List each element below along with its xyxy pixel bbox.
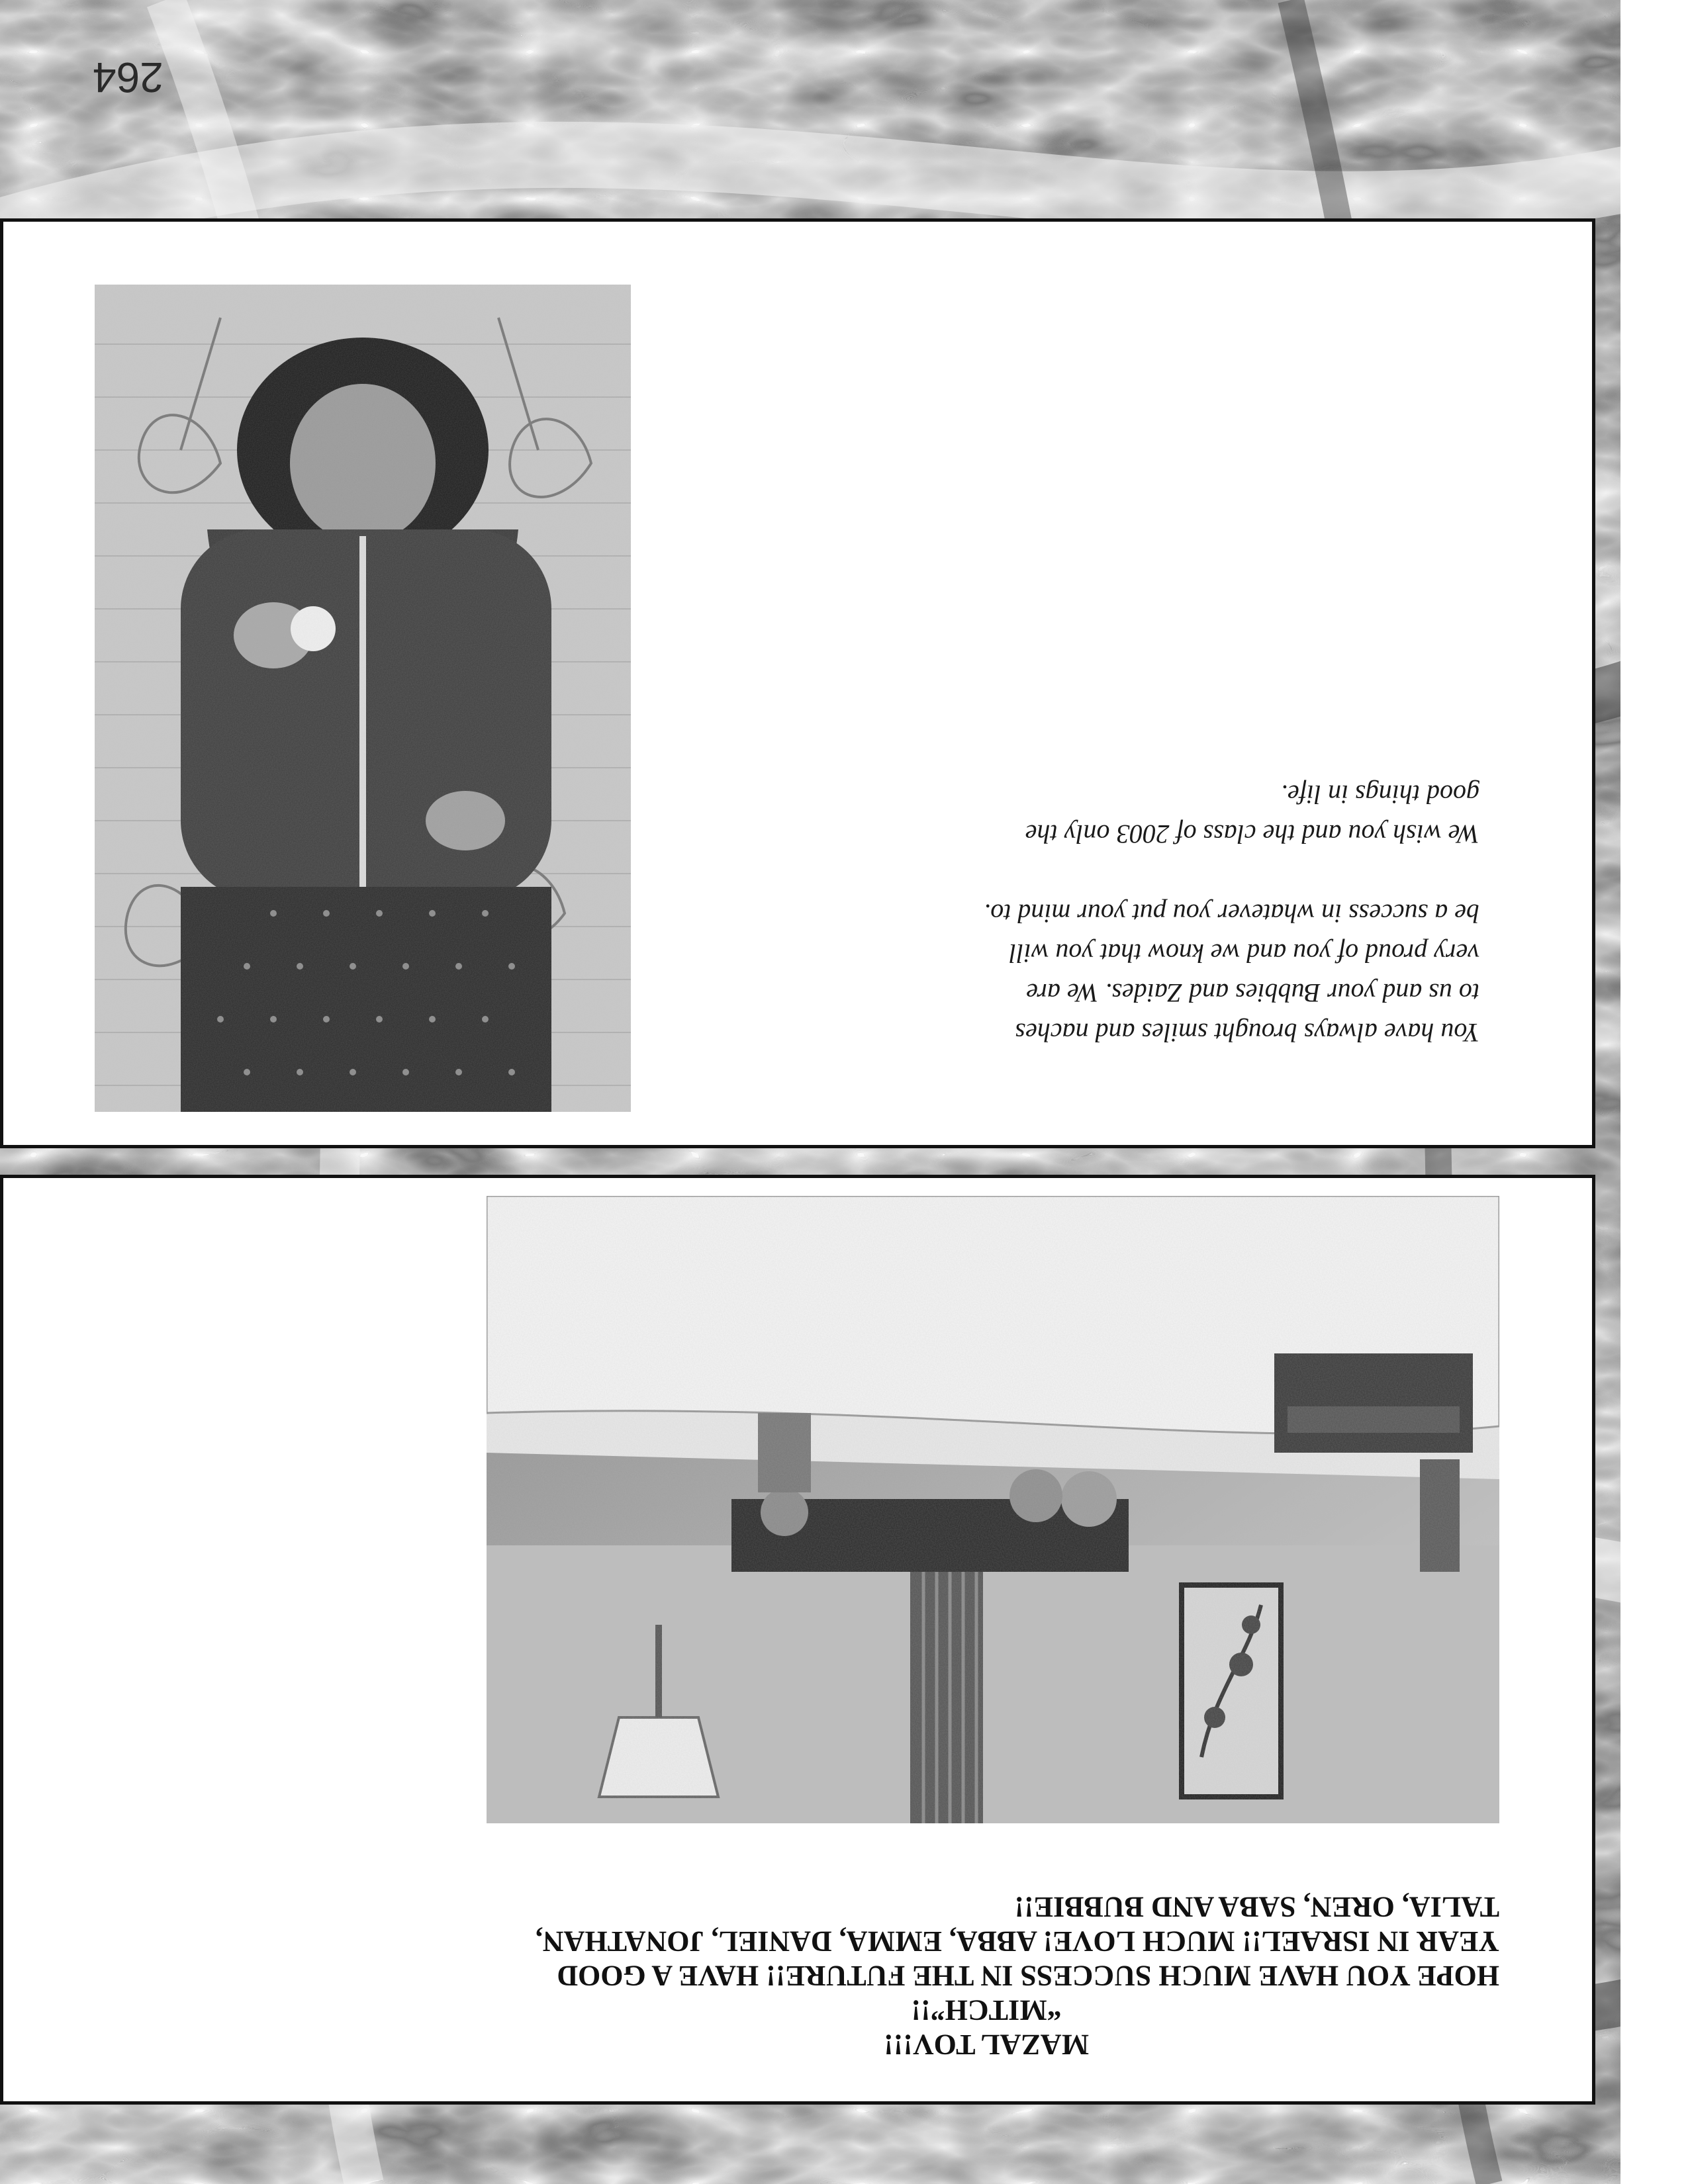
amy-photo-image (95, 285, 631, 1112)
amy-wish-line: good things in life. (1281, 780, 1479, 809)
amy-message-line: to us and your Bubbies and Zaides. We are (1026, 978, 1479, 1008)
amy-message-line: You have always brought smiles and naches (1015, 1018, 1479, 1048)
mitch-nickname: “MITCH”!! (911, 1994, 1062, 2026)
amy-card (0, 218, 1595, 1148)
amy-message-line: very proud of you and we know that you will (1009, 938, 1479, 968)
page-number: 264 (93, 54, 164, 101)
mitch-photo-image (487, 1196, 1499, 1823)
amy-wish (751, 774, 1479, 854)
mitch-message: HOPE YOU HAVE MUCH SUCCESS IN THE FUTURE!! HAVE A GOOD YEAR IN ISRAEL!! MUCH LOVE! ABBA, EMMA, DANIEL, JONATHAN, TALIA, OREN, SABA AND BUBBIE!! (535, 1891, 1499, 1992)
amy-text (665, 748, 1566, 1052)
scan-margin (1620, 0, 1688, 2184)
amy-photo (95, 285, 631, 1112)
amy-message-line: be a success in whatever you put your mind to. (984, 899, 1479, 929)
mitch-card (0, 1175, 1595, 2105)
mitch-text (473, 1889, 1499, 2062)
amy-wish-line: We wish you and the class of 2003 only the (1025, 819, 1479, 849)
mitch-headline: MAZAL TOV!!! (883, 2028, 1090, 2061)
mitch-photo (487, 1196, 1499, 1823)
amy-message (751, 893, 1479, 1052)
